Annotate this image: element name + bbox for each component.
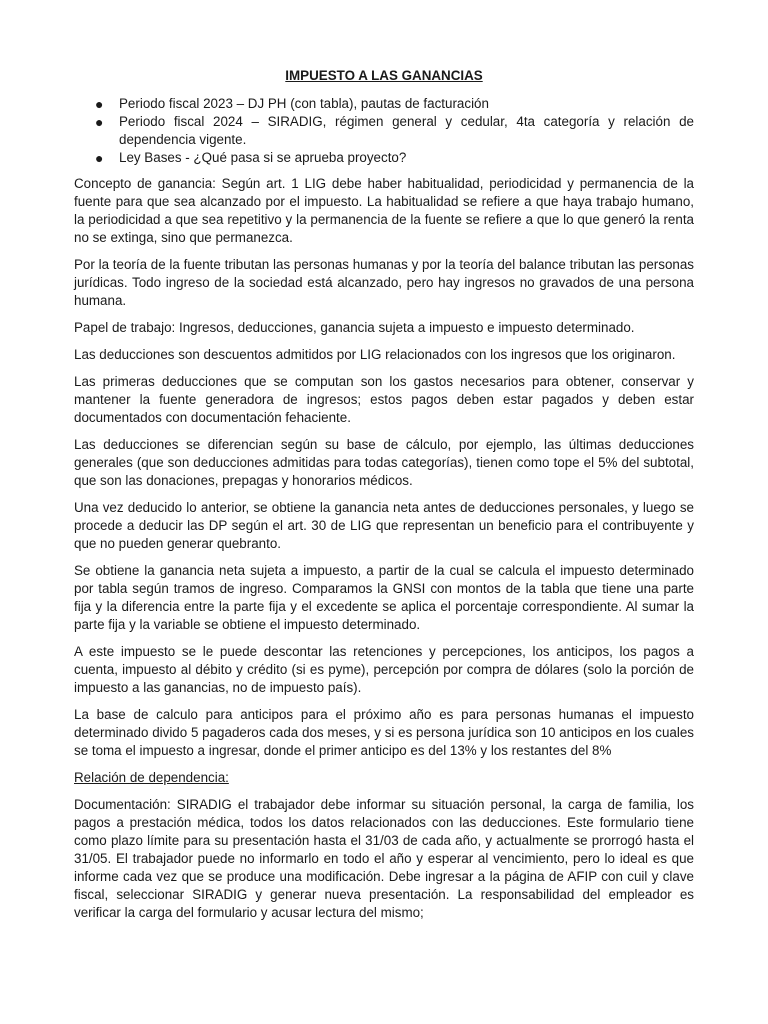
paragraph-ganancia-neta: Una vez deducido lo anterior, se obtiene la ganancia neta antes de deducciones personales, y luego se procede a deducir las DP según el art. 30 de LIG que representan un beneficio para el contribuyente y que no pueden generar quebranto. [74, 500, 694, 551]
paragraph-papel-trabajo: Papel de trabajo: Ingresos, deducciones, ganancia sujeta a impuesto e impuesto determinado. [74, 320, 635, 335]
document-page [74, 67, 694, 931]
section-heading: Relación de dependencia: [74, 770, 229, 785]
list-item-text: Periodo fiscal 2024 – SIRADIG, régimen general y cedular, 4ta categoría y relación de dependencia vigente. [119, 114, 694, 147]
list-item [74, 95, 694, 113]
list-item [74, 113, 694, 149]
paragraph-documentacion: Documentación: SIRADIG el trabajador debe informar su situación personal, la carga de familia, los pagos a prestación médica, todos los datos relacionados con las deducciones. Este formulario tiene como plazo límite para su presentación hasta el 31/03 de cada año, y actualmente se prorrogó hasta el 31/05. El trabajador puede no informarlo en todo el año y esperar al vencimiento, pero lo ideal es que informe cada vez que se produce una modificación. Debe ingresar a la página de AFIP con cuil y clave fiscal, seleccionar SIRADIG y generar nueva presentación. La responsabilidad del empleador es verificar la carga del formulario y acusar lectura del mismo; [74, 797, 694, 920]
list-item-text: Ley Bases - ¿Qué pasa si se aprueba proyecto? [119, 150, 407, 165]
paragraph-base-calculo: Las deducciones se diferencian según su base de cálculo, por ejemplo, las últimas deducciones generales (que son deducciones admitidas para todas categorías), tienen como tope el 5% del subtotal, que son las donaciones, prepagas y honorarios médicos. [74, 437, 694, 488]
paragraph-anticipos: La base de calculo para anticipos para el próximo año es para personas humanas el impuesto determinado divido 5 pagaderos cada dos meses, y si es persona jurídica son 10 anticipos en los cuales se toma el impuesto a ingresar, donde el primer anticipo es del 13% y los restantes del 8% [74, 707, 694, 758]
paragraph-descuentos: A este impuesto se le puede descontar las retenciones y percepciones, los anticipos, los pagos a cuenta, impuesto al débito y crédito (si es pyme), percepción por compra de dólares (solo la porción de impuesto a las ganancias, no de impuesto país). [74, 644, 694, 695]
list-item [74, 149, 694, 167]
paragraph-deducciones: Las deducciones son descuentos admitidos por LIG relacionados con los ingresos que los originaron. [74, 347, 676, 362]
paragraph-primeras-deducciones: Las primeras deducciones que se computan son los gastos necesarios para obtener, conservar y mantener la fuente generadora de ingresos; estos pagos deben estar pagados y deben estar documentados con documentación fehaciente. [74, 374, 694, 425]
document-title: IMPUESTO A LAS GANANCIAS [285, 68, 483, 83]
list-item-text: Periodo fiscal 2023 – DJ PH (con tabla), pautas de facturación [119, 96, 489, 111]
bullet-icon: ● [95, 114, 104, 130]
paragraph-impuesto-determinado: Se obtiene la ganancia neta sujeta a impuesto, a partir de la cual se calcula el impuesto determinado por tabla según tramos de ingreso. Comparamos la GNSI con montos de la tabla que tiene una parte fija y la diferencia entre la parte fija y el excedente se aplica el porcentaje correspondiente. Al sumar la parte fija y la variable se obtiene el impuesto determinado. [74, 563, 694, 632]
topic-list [74, 95, 694, 167]
paragraph-concepto-ganancia: Concepto de ganancia: Según art. 1 LIG debe haber habitualidad, periodicidad y permanencia de la fuente para que sea alcanzado por el impuesto. La habitualidad se refiere a que haya trabajo humano, la periodicidad a que sea repetitivo y la permanencia de la fuente se refiere a que lo que generó la renta no se extinga, sino que permanezca. [74, 176, 694, 245]
bullet-icon: ● [95, 96, 104, 112]
bullet-icon: ● [95, 150, 104, 166]
paragraph-teoria-fuente: Por la teoría de la fuente tributan las personas humanas y por la teoría del balance tributan las personas jurídicas. Todo ingreso de la sociedad está alcanzado, pero hay ingresos no gravados de una persona humana. [74, 257, 694, 308]
